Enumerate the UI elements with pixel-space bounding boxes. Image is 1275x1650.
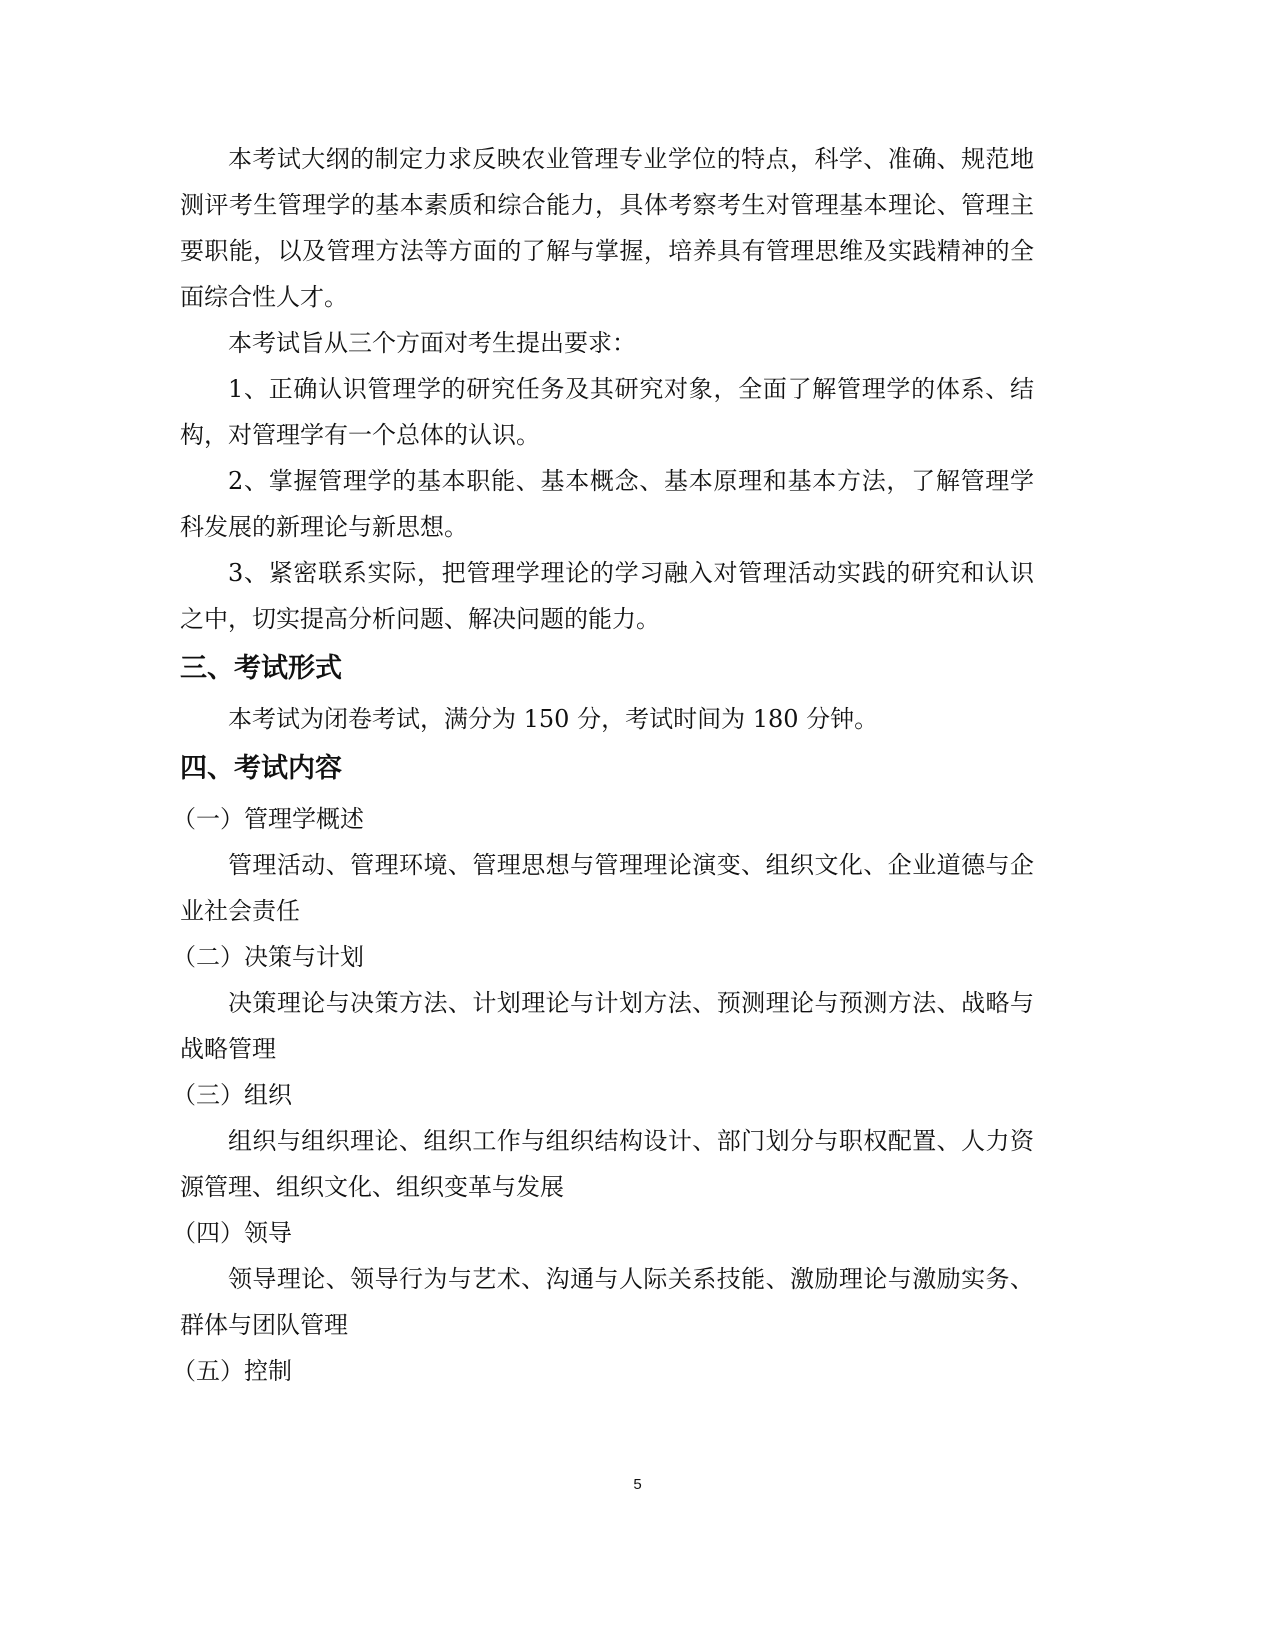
subsection-body: 组织与组织理论、组织工作与组织结构设计、部门划分与职权配置、人力资源管理、组织文化、组织变革与发展 [180,1127,1034,1201]
subsection-body: 领导理论、领导行为与艺术、沟通与人际关系技能、激励理论与激励实务、群体与团队管理 [180,1265,1034,1339]
subsection-title: （一）管理学概述 [172,805,364,833]
subsection-title: （二）决策与计划 [172,943,364,971]
requirement-item: 1、正确认识管理学的研究任务及其研究对象，全面了解管理学的体系、结构，对管理学有一个总体的认识。 [180,375,1034,449]
page-number: 5 [633,1476,642,1493]
exam-format-text: 本考试为闭卷考试，满分为 150 分，考试时间为 180 分钟。 [228,705,879,733]
subsection-body: 决策理论与决策方法、计划理论与计划方法、预测理论与预测方法、战略与战略管理 [180,989,1034,1063]
requirement-item: 2、掌握管理学的基本职能、基本概念、基本原理和基本方法，了解管理学科发展的新理论与新思想。 [180,467,1034,541]
document-page [172,136,1034,1394]
subsection-title: （四）领导 [172,1219,292,1247]
requirements-lead: 本考试旨从三个方面对考生提出要求： [228,329,636,357]
section-heading-exam-content: 四、考试内容 [180,753,342,784]
subsection-title: （三）组织 [172,1081,292,1109]
section-heading-exam-format: 三、考试形式 [180,653,342,684]
requirement-item: 3、紧密联系实际，把管理学理论的学习融入对管理活动实践的研究和认识之中，切实提高分析问题、解决问题的能力。 [180,559,1034,633]
subsection-body: 管理活动、管理环境、管理思想与管理理论演变、组织文化、企业道德与企业社会责任 [180,851,1034,925]
subsection-title: （五）控制 [172,1357,292,1385]
intro-paragraph: 本考试大纲的制定力求反映农业管理专业学位的特点，科学、准确、规范地测评考生管理学的基本素质和综合能力，具体考察考生对管理基本理论、管理主要职能，以及管理方法等方面的了解与掌握，培养具有管理思维及实践精神的全面综合性人才。 [180,145,1034,311]
